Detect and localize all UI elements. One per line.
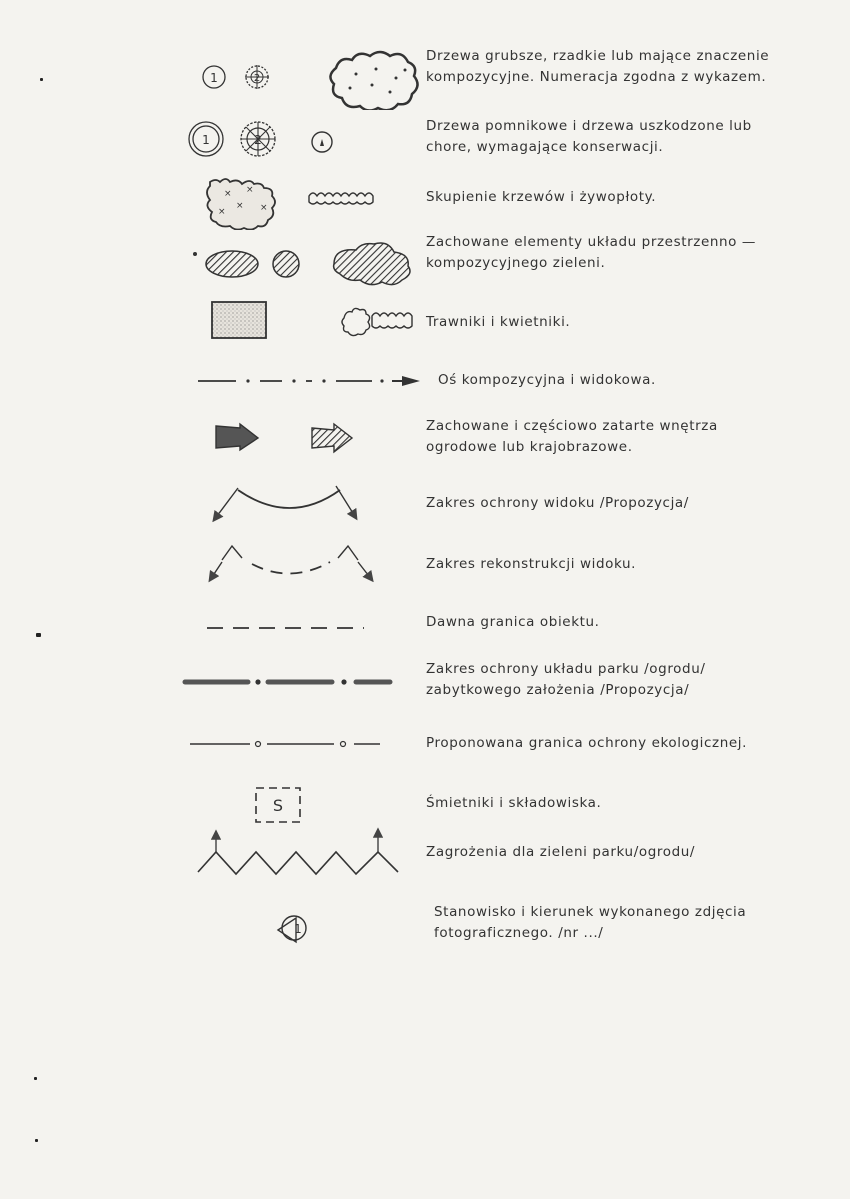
- legend-description: Zakres ochrony widoku /Propozycja/: [426, 495, 689, 511]
- legend-row-axis: [0, 360, 850, 404]
- legend-description: Śmietniki i składowiska.: [426, 795, 602, 811]
- legend-description: Skupienie krzewów i żywopłoty.: [426, 189, 657, 205]
- legend-row-trees-large: [0, 40, 850, 110]
- svg-text:×: ×: [218, 207, 226, 217]
- legend-row-preserved: [0, 230, 850, 290]
- legend-row-lawns: [0, 292, 850, 352]
- legend-description: Trawniki i kwietniki.: [426, 314, 571, 330]
- legend-row-former-boundary: [0, 604, 850, 644]
- svg-text:×: ×: [224, 189, 232, 199]
- threats-symbol: [0, 824, 425, 884]
- legend-row-trees-monument: [0, 110, 850, 170]
- legend-description: Zachowane elementy układu przestrzenno — kompozycyjnego zieleni.: [426, 234, 757, 271]
- monument-trees-symbol: [0, 110, 425, 170]
- legend-row-ecological-boundary: [0, 724, 850, 764]
- ecological-boundary-symbol: [0, 724, 425, 764]
- legend-row-dumps: [0, 780, 850, 830]
- view-reconstruction-symbol: [0, 540, 425, 590]
- legend-row-shrubs: [0, 170, 850, 230]
- legend-description: Stanowisko i kierunek wykonanego zdjęcia fotograficznego. /nr .../: [434, 904, 747, 941]
- legend-description: Zakres ochrony układu parku /ogrodu/ zabytkowego założenia /Propozycja/: [426, 661, 706, 698]
- legend-description: Oś kompozycyjna i widokowa.: [438, 372, 656, 388]
- legend-description: Dawna granica obiektu.: [426, 614, 600, 630]
- legend-description: Drzewa pomnikowe i drzewa uszkodzone lub chore, wymagające konserwacji.: [426, 118, 752, 155]
- svg-text:S: S: [272, 796, 284, 815]
- legend-row-threats: [0, 824, 850, 884]
- legend-description: Proponowana granica ochrony ekologicznej.: [426, 735, 748, 751]
- svg-text:1: 1: [202, 133, 210, 147]
- legend-row-view-reconstruction: [0, 540, 850, 590]
- svg-text:×: ×: [260, 203, 268, 213]
- shrubs-hedges-symbol: [0, 170, 425, 230]
- margin-speck: [35, 1139, 38, 1142]
- legend-row-photo-station: [0, 900, 850, 960]
- axis-symbol: [0, 360, 425, 404]
- legend-row-park-protection: [0, 656, 850, 712]
- view-protection-symbol: [0, 480, 425, 540]
- svg-text:2: 2: [253, 73, 261, 84]
- legend-description: Zagrożenia dla zieleni parku/ogrodu/: [426, 844, 696, 860]
- svg-text:2: 2: [254, 133, 262, 147]
- interiors-symbol: [0, 410, 425, 470]
- svg-text:1: 1: [294, 922, 302, 936]
- svg-text:×: ×: [246, 185, 254, 195]
- legend-description: Zachowane i częściowo zatarte wnętrza ogrodowe lub krajobrazowe.: [426, 418, 718, 455]
- svg-text:×: ×: [236, 201, 244, 211]
- margin-speck: [34, 1077, 37, 1080]
- park-protection-symbol: [0, 656, 425, 712]
- dumps-symbol: [0, 780, 425, 830]
- former-boundary-symbol: [0, 604, 425, 644]
- preserved-elements-symbol: [0, 230, 425, 290]
- legend-row-view-protection: [0, 480, 850, 540]
- photo-station-symbol: [0, 900, 425, 960]
- legend-description: Drzewa grubsze, rzadkie lub mające znaczenie kompozycyjne. Numeracja zgodna z wykazem.: [426, 48, 770, 85]
- large-trees-symbol: [0, 40, 425, 110]
- legend-row-interiors: [0, 410, 850, 470]
- svg-text:1: 1: [210, 71, 218, 85]
- lawns-flowerbeds-symbol: [0, 292, 425, 352]
- legend-description: Zakres rekonstrukcji widoku.: [426, 556, 637, 572]
